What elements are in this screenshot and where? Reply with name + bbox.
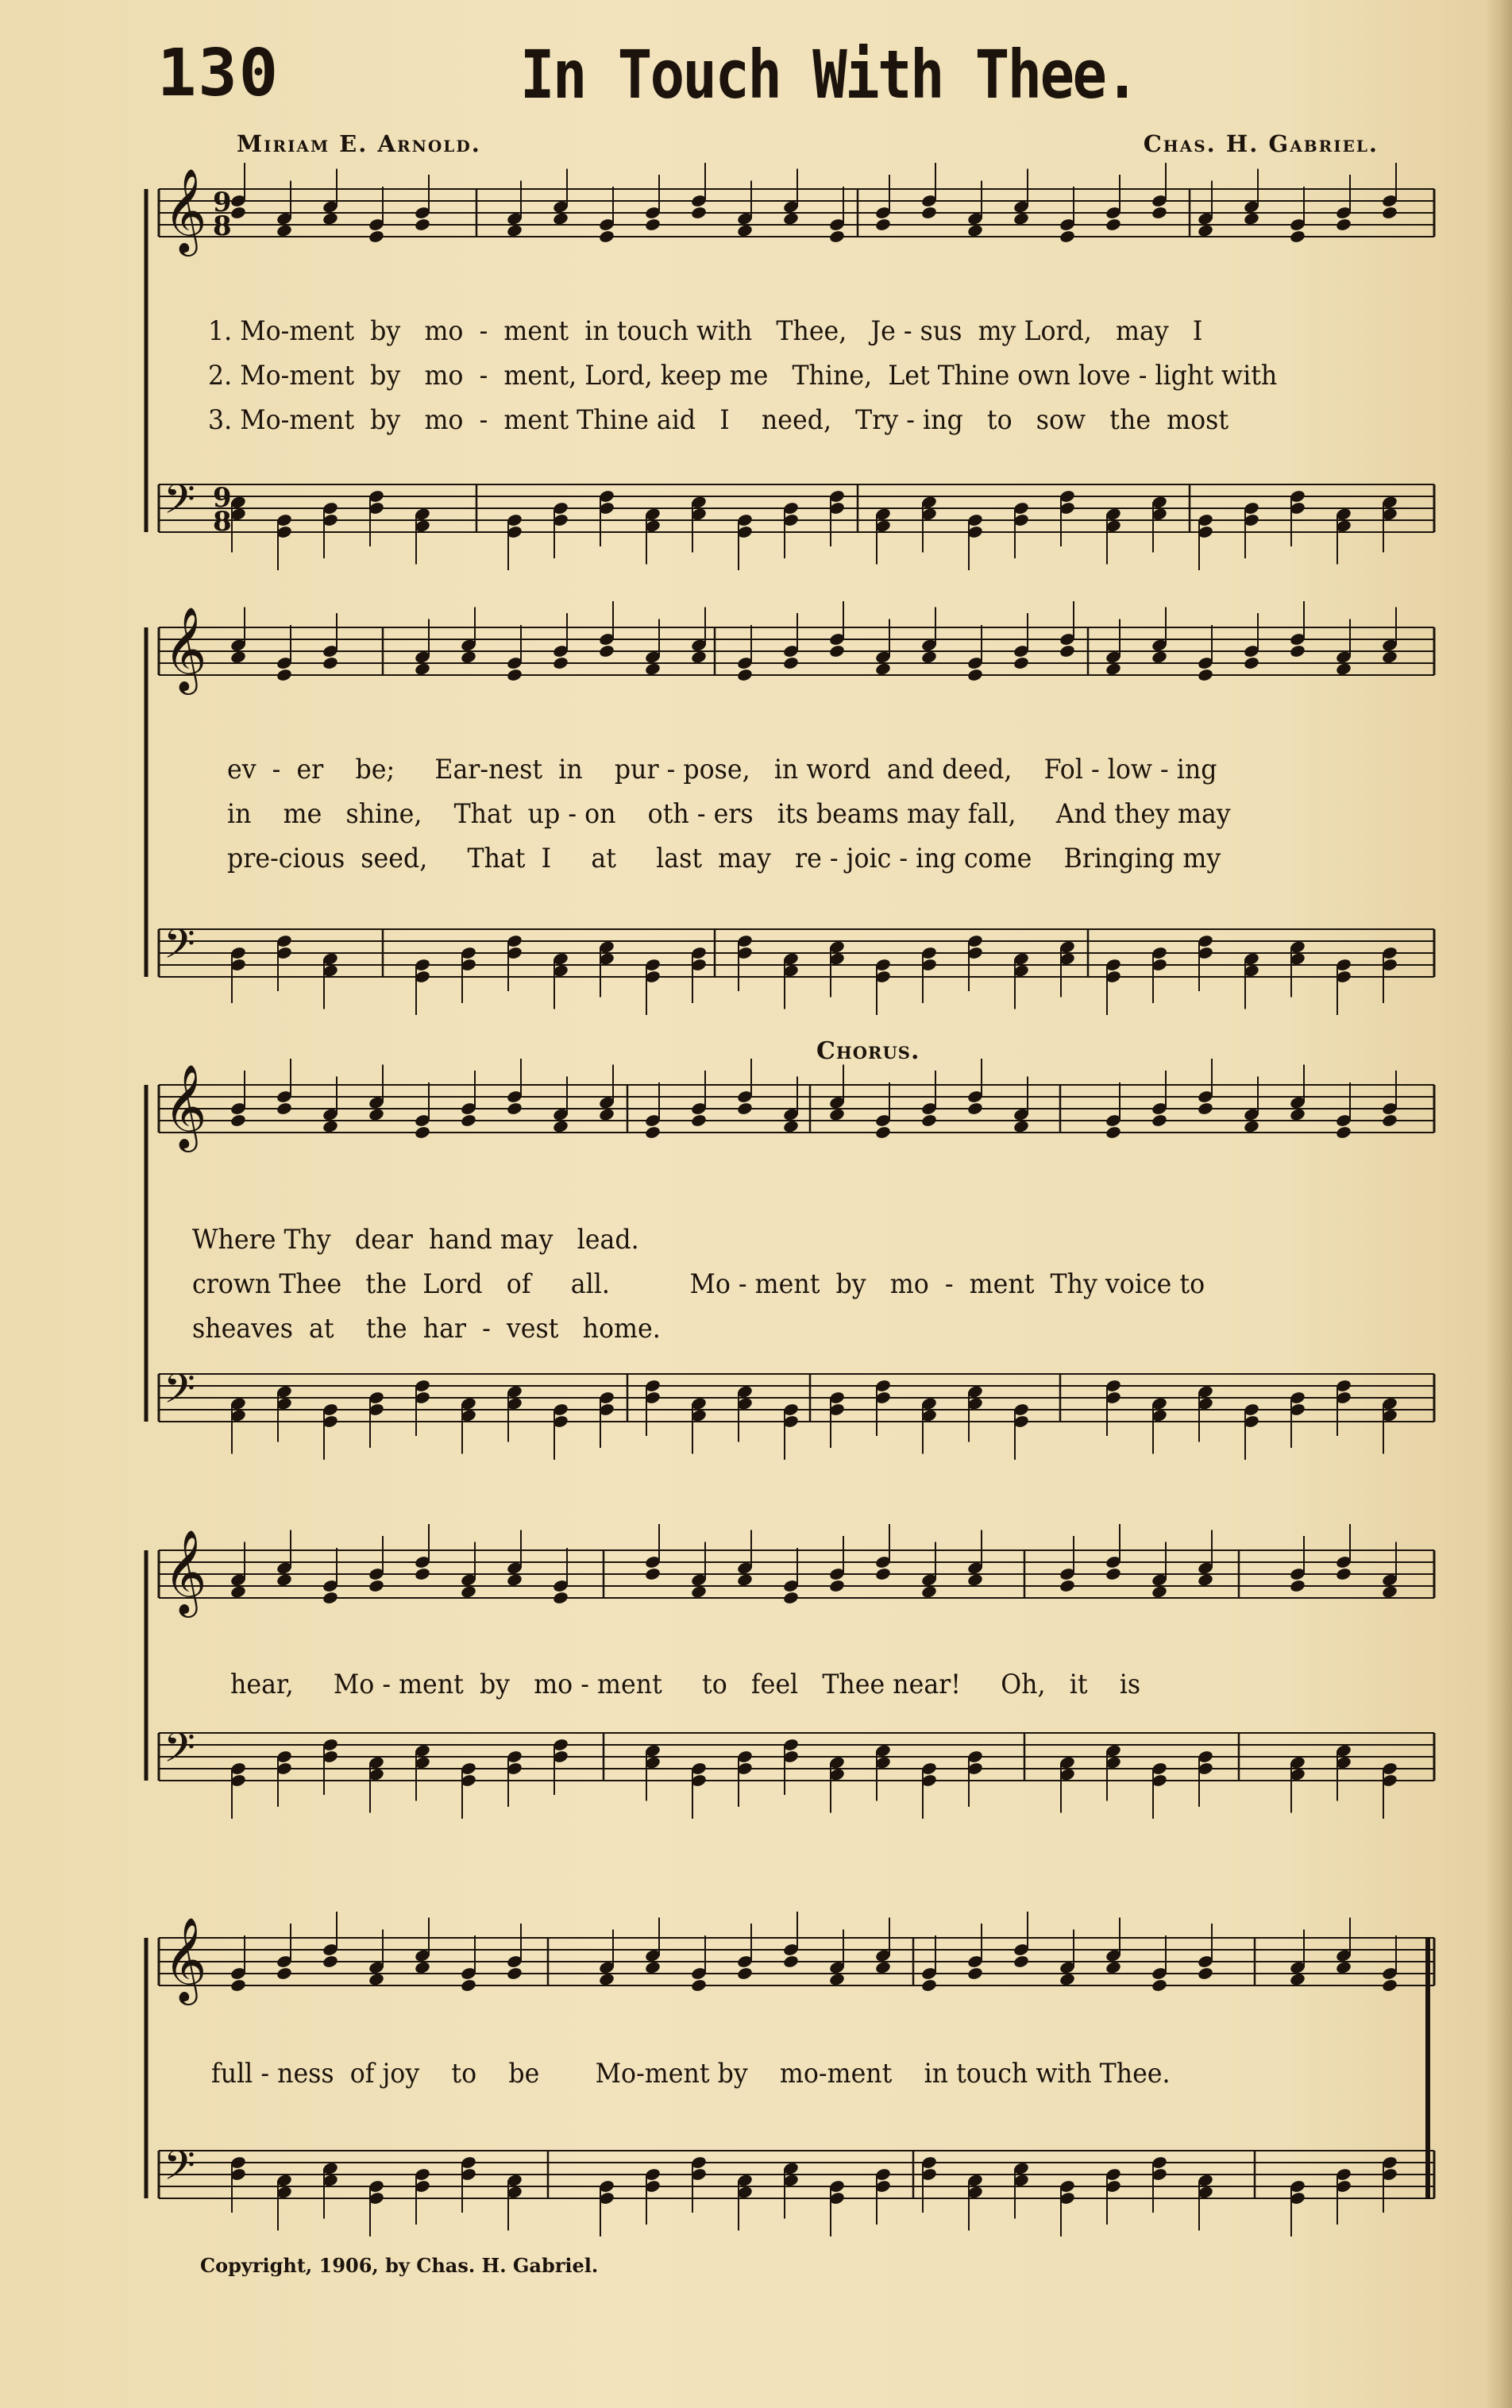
note-head-lower-s2-treble-15 [874, 662, 891, 676]
note-head-lower-s2-treble-7 [506, 668, 523, 682]
note-head-lower-s3-treble-18 [1012, 1119, 1029, 1133]
note-head-lower-s5-treble-4 [368, 1972, 384, 1986]
note-head-lower-s4-treble-20 [1105, 1567, 1121, 1581]
note-head-lower-s4-treble-16 [920, 1584, 937, 1599]
note-head-lower-s2-treble-16 [920, 650, 937, 664]
note-head-lower-s4-treble-21 [1151, 1584, 1167, 1599]
note-head-lower-s1-treble-15 [874, 218, 891, 232]
note-head-lower-s2-treble-5 [414, 662, 430, 676]
note-head-lower-s4-treble-8 [552, 1591, 569, 1605]
note-head-lower-s5-treble-10 [644, 1960, 661, 1974]
bass-clef-icon-s5: 𝄢 [164, 2141, 195, 2199]
note-head-lower-s3-treble-15 [874, 1125, 891, 1140]
treble-clef-icon-s5: 𝄞 [164, 1916, 207, 2001]
note-head-lower-s3-treble-11 [690, 1113, 707, 1128]
note-head-lower-s5-treble-1 [230, 1978, 246, 1993]
note-head-lower-s1-treble-11 [690, 206, 707, 220]
note-head-lower-s4-treble-5 [414, 1567, 430, 1581]
lyric-s5-line: full - ness of joy to be Mo-ment by mo-ment in touch with Thee. [211, 2058, 1171, 2090]
note-head-lower-s3-treble-21 [1151, 1113, 1167, 1128]
note-head-lower-s1-treble-16 [920, 206, 937, 220]
lyric-s3-verse3: sheaves at the har - vest home. [192, 1313, 661, 1345]
note-head-lower-s1-treble-18 [1012, 211, 1029, 226]
note-head-lower-s5-treble-3 [322, 1955, 338, 1969]
lyric-s1-verse2: 2. Mo-ment by mo - ment, Lord, keep me Thine, Let Thine own love - light with [208, 360, 1278, 392]
note-head-lower-s3-treble-25 [1335, 1125, 1352, 1140]
note-head-lower-s2-treble-1 [230, 650, 246, 664]
note-head-lower-s4-treble-26 [1381, 1584, 1398, 1599]
note-head-lower-s4-treble-2 [276, 1573, 292, 1587]
note-head-lower-s2-treble-13 [782, 656, 799, 670]
note-head-lower-s2-treble-23 [1243, 656, 1259, 670]
note-head-lower-s3-treble-1 [230, 1113, 246, 1128]
note-head-lower-s4-treble-22 [1197, 1573, 1213, 1587]
note-head-lower-s3-treble-24 [1289, 1107, 1306, 1121]
note-head-lower-s3-treble-12 [736, 1102, 753, 1116]
lyric-s2-verse1: ev - er be; Ear-nest in pur - pose, in word and deed, Fol - low - ing [227, 754, 1217, 785]
note-head-lower-s4-treble-19 [1059, 1579, 1075, 1593]
note-head-lower-s3-treble-13 [782, 1119, 799, 1133]
note-head-lower-s1-treble-8 [552, 211, 569, 226]
note-head-lower-s5-treble-24 [1289, 1972, 1306, 1986]
treble-clef-icon-s3: 𝄞 [164, 1063, 207, 1148]
lyric-s3-verse1: Where Thy dear hand may lead. [192, 1224, 639, 1256]
note-head-lower-s1-treble-26 [1381, 206, 1398, 220]
note-head-lower-s2-treble-10 [644, 662, 661, 676]
note-head-lower-s2-treble-19 [1059, 644, 1075, 658]
note-head-lower-s5-treble-13 [782, 1955, 799, 1969]
note-head-lower-s3-treble-16 [920, 1113, 937, 1128]
note-head-lower-s1-treble-21 [1151, 206, 1167, 220]
note-head-lower-s2-treble-2 [276, 668, 292, 682]
treble-clef-icon-s1: 𝄞 [164, 168, 207, 253]
note-head-lower-s2-treble-8 [552, 656, 569, 670]
note-head-lower-s2-treble-17 [966, 668, 983, 682]
note-head-lower-s1-treble-5 [414, 218, 430, 232]
lyric-s2-verse2: in me shine, That up - on oth - ers its beams may fall, And they may [227, 798, 1231, 830]
note-head-lower-s3-treble-20 [1105, 1125, 1121, 1140]
note-head-lower-s3-treble-17 [966, 1102, 983, 1116]
note-head-lower-s3-treble-10 [644, 1125, 661, 1140]
note-head-lower-s2-treble-22 [1197, 668, 1213, 682]
time-signature-bottom-treble: 8 [213, 210, 232, 242]
note-head-lower-s3-treble-7 [506, 1102, 523, 1116]
lyric-s1-verse3: 3. Mo-ment by mo - ment Thine aid I need, Try - ing to sow the most [208, 404, 1229, 436]
note-head-lower-s5-treble-25 [1335, 1960, 1352, 1974]
treble-clef-icon-s2: 𝄞 [164, 606, 207, 691]
lyric-s3-verse2: crown Thee the Lord of all. Mo - ment by mo - ment Thy voice to [192, 1268, 1205, 1300]
note-head-lower-s4-treble-13 [782, 1591, 799, 1605]
note-head-lower-s4-treble-6 [460, 1584, 476, 1599]
note-head-lower-s3-treble-2 [276, 1102, 292, 1116]
note-head-lower-s1-treble-17 [966, 223, 983, 237]
note-head-lower-s1-treble-14 [828, 230, 845, 244]
note-head-lower-s5-treble-20 [1105, 1960, 1121, 1974]
note-head-lower-s2-treble-20 [1105, 662, 1121, 676]
note-head-lower-s3-treble-5 [414, 1125, 430, 1140]
note-head-lower-s4-treble-10 [644, 1567, 661, 1581]
note-head-lower-s1-treble-1 [230, 206, 246, 220]
note-head-lower-s5-treble-19 [1059, 1972, 1075, 1986]
note-head-lower-s4-treble-11 [690, 1584, 707, 1599]
note-head-lower-s3-treble-23 [1243, 1119, 1259, 1133]
note-head-lower-s2-treble-25 [1335, 662, 1352, 676]
note-head-lower-s4-treble-12 [736, 1573, 753, 1587]
lyric-s4-line: hear, Mo - ment by mo - ment to feel Thee near! Oh, it is [230, 1669, 1141, 1700]
note-head-lower-s4-treble-14 [828, 1579, 845, 1593]
note-head-lower-s1-treble-3 [322, 211, 338, 226]
bass-clef-icon-s2: 𝄢 [164, 920, 195, 978]
note-head-lower-s4-treble-7 [506, 1573, 523, 1587]
note-head-lower-s3-treble-6 [460, 1113, 476, 1128]
note-head-lower-s2-treble-21 [1151, 650, 1167, 664]
lyricist-credit: Miriam E. Arnold. [237, 130, 481, 157]
note-head-lower-s5-treble-11 [690, 1978, 707, 1993]
note-head-lower-s5-treble-18 [1012, 1955, 1029, 1969]
note-head-lower-s5-treble-15 [874, 1960, 891, 1974]
note-head-lower-s2-treble-6 [460, 650, 476, 664]
note-head-lower-s3-treble-26 [1381, 1113, 1398, 1128]
note-head-lower-s2-treble-11 [690, 650, 707, 664]
note-head-lower-s2-treble-3 [322, 656, 338, 670]
note-head-lower-s4-treble-15 [874, 1567, 891, 1581]
note-head-lower-s3-treble-14 [828, 1107, 845, 1121]
note-head-lower-s1-treble-23 [1243, 211, 1259, 226]
note-head-lower-s5-treble-7 [506, 1966, 523, 1981]
note-head-lower-s3-treble-4 [368, 1107, 384, 1121]
note-head-lower-s4-treble-3 [322, 1591, 338, 1605]
note-head-lower-s2-treble-26 [1381, 650, 1398, 664]
note-head-lower-s1-treble-4 [368, 230, 384, 244]
time-signature-top-treble: 9 [213, 187, 232, 218]
lyric-s2-verse3: pre-cious seed, That I at last may re - joic - ing come Bringing my [227, 843, 1221, 874]
note-head-lower-s2-treble-24 [1289, 644, 1306, 658]
note-head-lower-s1-treble-2 [276, 223, 292, 237]
note-head-lower-s5-treble-21 [1151, 1978, 1167, 1993]
chorus-label: Chorus. [816, 1037, 920, 1065]
time-signature-bottom-bass: 8 [213, 506, 232, 538]
note-head-lower-s1-treble-19 [1059, 230, 1075, 244]
note-head-lower-s3-treble-8 [552, 1119, 569, 1133]
note-head-lower-s4-treble-25 [1335, 1567, 1352, 1581]
note-head-lower-s5-treble-16 [920, 1978, 937, 1993]
hymn-number: 130 [157, 36, 280, 111]
note-head-lower-s5-treble-26 [1381, 1978, 1398, 1993]
note-head-lower-s3-treble-9 [598, 1107, 615, 1121]
bass-clef-icon-s3: 𝄢 [164, 1364, 195, 1422]
note-head-lower-s2-treble-12 [736, 668, 753, 682]
bass-clef-icon-s4: 𝄢 [164, 1723, 195, 1781]
note-head-lower-s5-treble-17 [966, 1966, 983, 1981]
time-signature-top-bass: 9 [213, 482, 232, 514]
note-head-lower-s4-treble-1 [230, 1584, 246, 1599]
composer-credit: Chas. H. Gabriel. [1143, 130, 1379, 157]
note-head-lower-s5-treble-6 [460, 1978, 476, 1993]
note-head-lower-s1-treble-9 [598, 230, 615, 244]
note-head-lower-s2-treble-9 [598, 644, 615, 658]
note-head-lower-s2-treble-18 [1012, 656, 1029, 670]
note-head-lower-s1-treble-24 [1289, 230, 1306, 244]
note-head-lower-s5-treble-22 [1197, 1966, 1213, 1981]
lyric-s1-verse1: 1. Mo-ment by mo - ment in touch with Thee, Je - sus my Lord, may I [208, 315, 1203, 347]
hymn-title: In Touch With Thee. [520, 36, 1138, 114]
bass-clef-icon-s1: 𝄢 [164, 475, 195, 533]
note-head-lower-s3-treble-3 [322, 1119, 338, 1133]
note-head-lower-s1-treble-25 [1335, 218, 1352, 232]
note-head-lower-s2-treble-14 [828, 644, 845, 658]
note-head-lower-s5-treble-2 [276, 1966, 292, 1981]
note-head-lower-s1-treble-13 [782, 211, 799, 226]
note-head-lower-s1-treble-12 [736, 223, 753, 237]
note-head-lower-s5-treble-9 [598, 1972, 615, 1986]
copyright-notice: Copyright, 1906, by Chas. H. Gabriel. [200, 2254, 599, 2277]
note-head-lower-s5-treble-5 [414, 1960, 430, 1974]
treble-clef-icon-s4: 𝄞 [164, 1529, 207, 1614]
note-head-lower-s4-treble-4 [368, 1579, 384, 1593]
note-head-lower-s5-treble-14 [828, 1972, 845, 1986]
note-head-lower-s4-treble-17 [966, 1573, 983, 1587]
note-head-lower-s4-treble-24 [1289, 1579, 1306, 1593]
note-head-lower-s1-treble-7 [506, 223, 523, 237]
note-head-lower-s1-treble-22 [1197, 223, 1213, 237]
note-head-lower-s1-treble-10 [644, 218, 661, 232]
note-head-lower-s5-treble-12 [736, 1966, 753, 1981]
note-head-lower-s1-treble-20 [1105, 218, 1121, 232]
note-head-lower-s3-treble-22 [1197, 1102, 1213, 1116]
